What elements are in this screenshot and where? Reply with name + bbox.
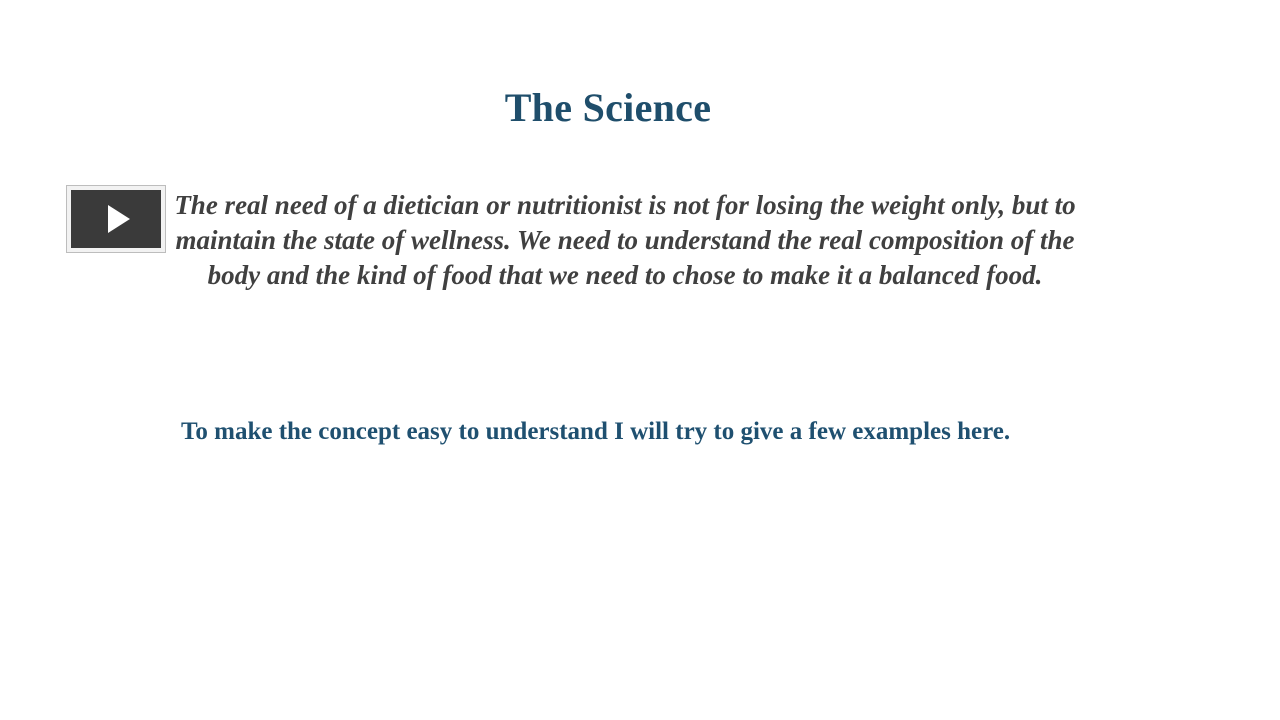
page-title: The Science xyxy=(504,85,712,130)
highlight-paragraph: To make the concept easy to understand I will try to give a few examples here. xyxy=(181,418,1011,445)
play-icon[interactable] xyxy=(108,205,130,233)
video-screen xyxy=(71,190,161,248)
body-paragraph: The real need of a dietician or nutritionist is not for losing the weight only, but to maintain the state of wellness. We need to understand the real composition of the body and the kind of food that we need to chose to make it a balanced food. xyxy=(174,190,1076,290)
video-placeholder[interactable] xyxy=(66,185,166,253)
